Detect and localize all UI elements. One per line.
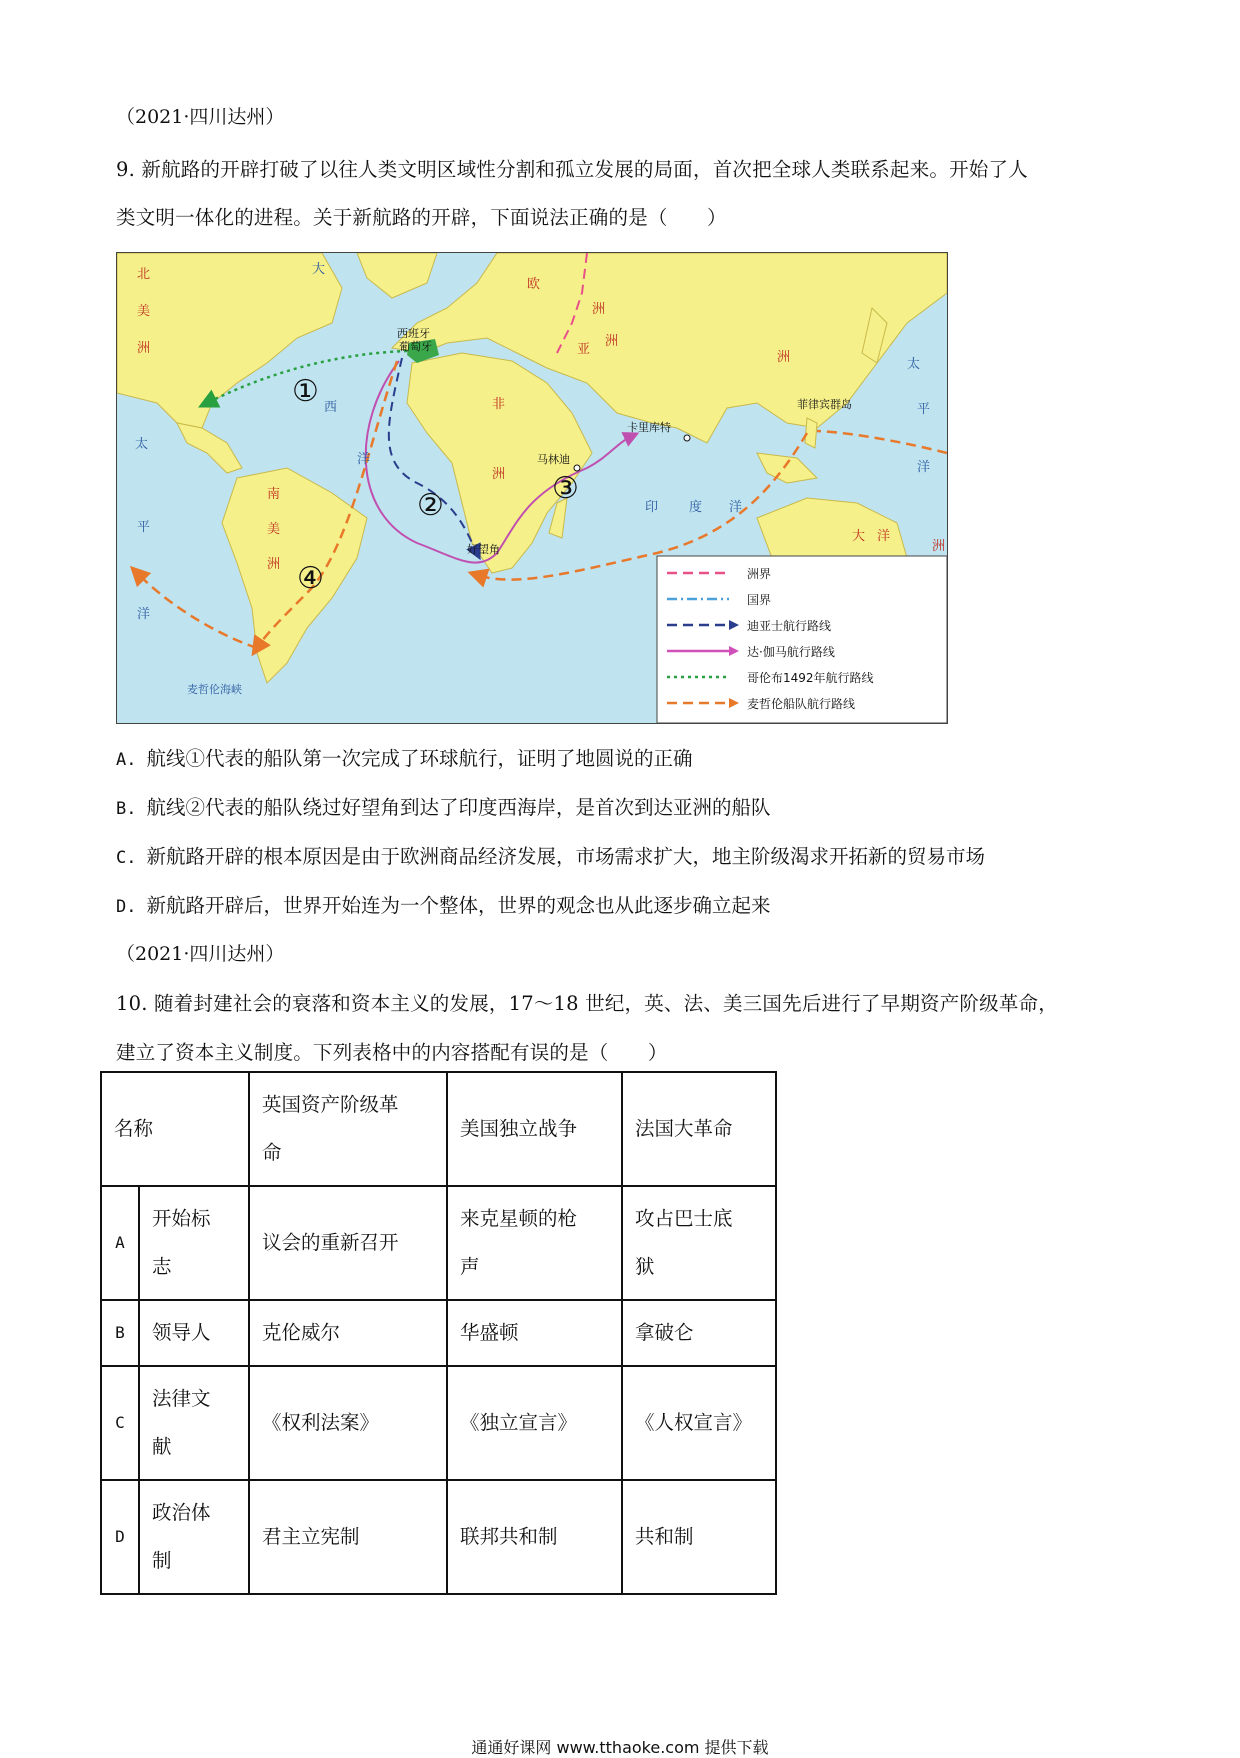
page-footer: 通通好课网 www.tthaoke.com 提供下载 xyxy=(471,1738,769,1757)
cell-france: 攻占巴士底 狱 xyxy=(622,1186,776,1300)
revolutions-table xyxy=(100,1071,777,1595)
label-pacific-right-1: 太 xyxy=(907,357,921,372)
q9-stem-line1: 9. 新航路的开辟打破了以往人类文明区域性分割和孤立发展的局面，首次把全球人类联系起来。开始了人 xyxy=(116,158,1028,181)
label-magellan-strait: 麦哲伦海峡 xyxy=(187,683,242,696)
label-spain: 西班牙 xyxy=(397,327,430,340)
row-topic: 开始标 志 xyxy=(139,1186,249,1300)
label-asia-zhou2: 洲 xyxy=(777,350,791,365)
q10-stem-line1: 10. 随着封建社会的衰落和资本主义的发展，17～18 世纪，英、法、美三国先后进行了早期资产阶级革命， xyxy=(116,992,1058,1015)
label-north-america-2: 美 xyxy=(137,304,151,319)
table-row xyxy=(101,1366,776,1480)
label-portugal: 葡萄牙 xyxy=(399,340,432,353)
label-europe-2: 洲 xyxy=(592,302,606,317)
label-philippines: 菲律宾群岛 xyxy=(797,398,852,411)
cell-america: 联邦共和制 xyxy=(447,1480,622,1594)
header-name: 名称 xyxy=(101,1072,249,1186)
q9-option-a[interactable] xyxy=(116,749,693,769)
label-indian-3: 洋 xyxy=(729,500,743,515)
label-indian-2: 度 xyxy=(689,500,703,515)
cell-america: 来克星顿的枪 声 xyxy=(447,1186,622,1300)
q10-source: （2021·四川达州） xyxy=(116,943,285,965)
label-indian-1: 印 xyxy=(645,500,659,515)
table-row xyxy=(101,1186,776,1300)
label-pacific-left-1: 太 xyxy=(135,437,149,452)
label-atlantic-xi: 西 xyxy=(324,400,338,415)
option-text: 航线②代表的船队绕过好望角到达了印度西海岸，是首次到达亚洲的船队 xyxy=(146,796,771,819)
label-europe-1: 欧 xyxy=(527,277,541,292)
table-row xyxy=(101,1300,776,1366)
q9-option-b[interactable] xyxy=(116,798,771,818)
cell-america: 《独立宣言》 xyxy=(447,1366,622,1480)
map-legend xyxy=(657,556,947,723)
label-south-america-3: 洲 xyxy=(267,557,281,572)
cell-france: 共和制 xyxy=(622,1480,776,1594)
label-south-america-1: 南 xyxy=(267,487,281,502)
label-pacific-right-2: 平 xyxy=(917,402,931,417)
q9-option-d[interactable] xyxy=(116,896,771,916)
cell-france: 《人权宣言》 xyxy=(622,1366,776,1480)
option-letter: D. xyxy=(116,897,137,917)
cell-england: 《权利法案》 xyxy=(249,1366,447,1480)
label-asia-ya: 亚 xyxy=(577,342,591,357)
legend-label: 迪亚士航行路线 xyxy=(747,619,832,633)
cell-england: 议会的重新召开 xyxy=(249,1186,447,1300)
route-marker-3: ③ xyxy=(552,471,579,506)
cell-america: 华盛顿 xyxy=(447,1300,622,1366)
cell-england: 君主立宪制 xyxy=(249,1480,447,1594)
table-header-row xyxy=(101,1072,776,1186)
label-calicut: 卡里库特 xyxy=(627,421,671,434)
header-english-revolution: 英国资产阶级革 命 xyxy=(249,1072,447,1186)
label-atlantic-yang: 洋 xyxy=(357,452,371,467)
option-text: 新航路开辟的根本原因是由于欧洲商品经济发展，市场需求扩大，地主阶级渴求开拓新的贸易市场 xyxy=(146,845,985,868)
q10-stem-line2: 建立了资本主义制度。下列表格中的内容搭配有误的是（ ） xyxy=(116,1041,668,1064)
legend-label: 哥伦布1492年航行路线 xyxy=(747,671,874,685)
label-north-america-1: 北 xyxy=(137,267,151,282)
cell-england: 克伦威尔 xyxy=(249,1300,447,1366)
new-sea-routes-map xyxy=(116,252,948,724)
option-text: 新航路开辟后，世界开始连为一个整体，世界的观念也从此逐步确立起来 xyxy=(146,894,771,917)
row-letter: B xyxy=(101,1300,139,1366)
calicut-dot xyxy=(684,435,690,441)
route-marker-2: ② xyxy=(417,488,444,523)
header-french-revolution: 法国大革命 xyxy=(622,1072,776,1186)
label-pacific-left-3: 洋 xyxy=(137,607,151,622)
row-letter: C xyxy=(101,1366,139,1480)
label-malindi: 马林迪 xyxy=(537,453,570,466)
route-marker-4: ④ xyxy=(297,561,324,596)
option-text: 航线①代表的船队第一次完成了环球航行，证明了地圆说的正确 xyxy=(146,747,693,770)
legend-label: 洲界 xyxy=(747,567,772,581)
label-africa-2: 洲 xyxy=(492,467,506,482)
q9-source: （2021·四川达州） xyxy=(116,106,285,128)
label-africa-1: 非 xyxy=(492,397,506,412)
option-letter: B. xyxy=(116,799,137,819)
row-letter: A xyxy=(101,1186,139,1300)
label-pacific-right-3: 洋 xyxy=(917,460,931,475)
legend-label: 达·伽马航行路线 xyxy=(747,645,835,659)
row-topic: 政治体 制 xyxy=(139,1480,249,1594)
legend-label: 麦哲伦船队航行路线 xyxy=(747,697,856,711)
label-oceania-3: 洲 xyxy=(932,539,946,554)
label-asia-zhou: 洲 xyxy=(605,334,619,349)
label-oceania-1: 大 xyxy=(852,529,866,544)
label-oceania-2: 洋 xyxy=(877,529,891,544)
legend-label: 国界 xyxy=(747,593,772,607)
route-marker-1: ① xyxy=(292,374,319,409)
row-topic: 法律文 献 xyxy=(139,1366,249,1480)
label-atlantic-da: 大 xyxy=(312,262,326,277)
row-letter: D xyxy=(101,1480,139,1594)
label-south-america-2: 美 xyxy=(267,522,281,537)
cell-france: 拿破仑 xyxy=(622,1300,776,1366)
label-north-america-3: 洲 xyxy=(137,341,151,356)
header-american-war: 美国独立战争 xyxy=(447,1072,622,1186)
q9-stem-line2: 类文明一体化的进程。关于新航路的开辟，下面说法正确的是（ ） xyxy=(116,206,727,229)
table-row xyxy=(101,1480,776,1594)
label-pacific-left-2: 平 xyxy=(137,520,151,535)
option-letter: A. xyxy=(116,750,137,770)
row-topic: 领导人 xyxy=(139,1300,249,1366)
label-good-hope: 好望角 xyxy=(467,543,500,556)
q9-option-c[interactable] xyxy=(116,847,985,867)
option-letter: C. xyxy=(116,848,137,868)
